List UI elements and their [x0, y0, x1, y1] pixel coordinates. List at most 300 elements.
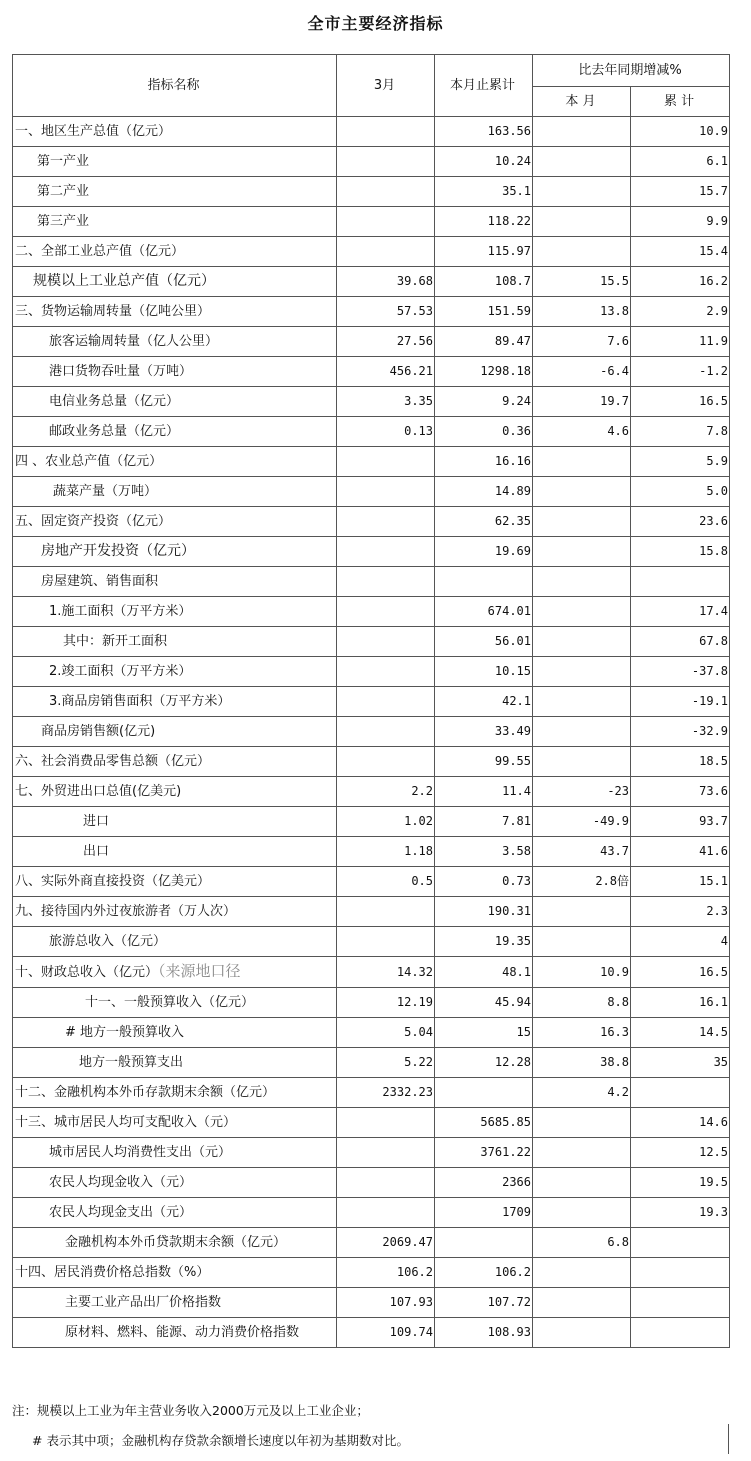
- yoy-cumulative-value: 15.8: [631, 537, 730, 567]
- yoy-cumulative-value: [631, 1318, 730, 1348]
- month-value: 14.32: [337, 957, 435, 988]
- indicator-name: [13, 1228, 337, 1258]
- yoy-month-value: [533, 1318, 631, 1348]
- cumulative-value: 108.93: [435, 1318, 533, 1348]
- indicator-label: 房屋建筑、销售面积: [41, 574, 159, 589]
- month-value: [337, 1138, 435, 1168]
- indicator-name: [13, 117, 337, 147]
- indicator-label: 五、固定资产投资（亿元）: [15, 514, 172, 529]
- indicator-name: [13, 147, 337, 177]
- month-value: 0.5: [337, 867, 435, 897]
- month-value: [337, 927, 435, 957]
- indicator-label: 电信业务总量（亿元）: [49, 394, 180, 409]
- table-row: [13, 1288, 730, 1318]
- yoy-month-value: [533, 927, 631, 957]
- table-row: [13, 1108, 730, 1138]
- month-value: [337, 537, 435, 567]
- table-row: [13, 807, 730, 837]
- yoy-month-value: [533, 1258, 631, 1288]
- indicator-name: [13, 747, 337, 777]
- footnote-1: 注：规模以上工业为年主营业务收入2000万元及以上工业企业；: [12, 1403, 369, 1418]
- cumulative-value: 99.55: [435, 747, 533, 777]
- yoy-month-value: [533, 147, 631, 177]
- cumulative-value: 2366: [435, 1168, 533, 1198]
- cumulative-value: 48.1: [435, 957, 533, 988]
- yoy-month-value: [533, 507, 631, 537]
- page-title: 全市主要经济指标: [307, 14, 444, 33]
- yoy-cumulative-value: 15.4: [631, 237, 730, 267]
- month-value: 2.2: [337, 777, 435, 807]
- table-row: [13, 1258, 730, 1288]
- indicator-label: # 地方一般预算收入: [65, 1025, 185, 1040]
- indicator-label: 原材料、燃料、能源、动力消费价格指数: [65, 1325, 300, 1340]
- indicator-name: [13, 1168, 337, 1198]
- yoy-cumulative-value: -19.1: [631, 687, 730, 717]
- indicator-label: 第一产业: [37, 154, 90, 169]
- yoy-cumulative-value: 4: [631, 927, 730, 957]
- source-note: （来源地口径: [158, 962, 241, 980]
- yoy-month-value: [533, 1168, 631, 1198]
- month-value: 456.21: [337, 357, 435, 387]
- table-row: [13, 177, 730, 207]
- yoy-cumulative-value: 73.6: [631, 777, 730, 807]
- table-row: [13, 747, 730, 777]
- yoy-cumulative-value: 19.3: [631, 1198, 730, 1228]
- table-row: [13, 237, 730, 267]
- yoy-month-value: 8.8: [533, 988, 631, 1018]
- table-row: [13, 567, 730, 597]
- indicator-label: 3.商品房销售面积（万平方米）: [49, 694, 231, 709]
- yoy-month-value: [533, 657, 631, 687]
- cumulative-value: 1709: [435, 1198, 533, 1228]
- yoy-month-value: 15.5: [533, 267, 631, 297]
- month-value: [337, 1108, 435, 1138]
- cumulative-value: 56.01: [435, 627, 533, 657]
- yoy-cumulative-value: 5.0: [631, 477, 730, 507]
- indicator-name: [13, 1288, 337, 1318]
- cumulative-value: 115.97: [435, 237, 533, 267]
- cumulative-value: 3.58: [435, 837, 533, 867]
- yoy-cumulative-value: 12.5: [631, 1138, 730, 1168]
- yoy-month-value: [533, 747, 631, 777]
- indicator-name: [13, 927, 337, 957]
- month-value: [337, 447, 435, 477]
- table-row: [13, 777, 730, 807]
- yoy-month-value: -49.9: [533, 807, 631, 837]
- month-value: 57.53: [337, 297, 435, 327]
- header-month: 3月: [337, 55, 435, 117]
- table-row: [13, 1048, 730, 1078]
- indicator-label: 旅客运输周转量（亿人公里）: [49, 334, 219, 349]
- indicator-label: 八、实际外商直接投资（亿美元）: [15, 874, 211, 889]
- yoy-cumulative-value: 11.9: [631, 327, 730, 357]
- month-value: 2332.23: [337, 1078, 435, 1108]
- cumulative-value: 35.1: [435, 177, 533, 207]
- month-value: [337, 687, 435, 717]
- indicator-label: 出口: [83, 844, 110, 859]
- yoy-cumulative-value: 18.5: [631, 747, 730, 777]
- month-value: 5.22: [337, 1048, 435, 1078]
- indicator-name: [13, 657, 337, 687]
- table-row: [13, 1198, 730, 1228]
- yoy-cumulative-value: [631, 1288, 730, 1318]
- cumulative-value: 15: [435, 1018, 533, 1048]
- yoy-month-value: [533, 207, 631, 237]
- yoy-month-value: [533, 537, 631, 567]
- month-value: 5.04: [337, 1018, 435, 1048]
- footnote-2: # 表示其中项；金融机构存贷款余额增长速度以年初为基期数对比。: [32, 1433, 409, 1448]
- yoy-cumulative-value: 15.7: [631, 177, 730, 207]
- yoy-cumulative-value: [631, 1228, 730, 1258]
- indicator-name: [13, 1078, 337, 1108]
- indicator-name: [13, 867, 337, 897]
- yoy-cumulative-value: 16.2: [631, 267, 730, 297]
- yoy-cumulative-value: 7.8: [631, 417, 730, 447]
- cumulative-value: 163.56: [435, 117, 533, 147]
- indicator-name: [13, 1018, 337, 1048]
- table-row: [13, 867, 730, 897]
- indicator-label: 七、外贸进出口总值(亿美元): [15, 784, 182, 799]
- indicator-label: 1.施工面积（万平方米）: [49, 604, 192, 619]
- cumulative-value: 674.01: [435, 597, 533, 627]
- cumulative-value: [435, 1228, 533, 1258]
- table-row: [13, 267, 730, 297]
- table-row: [13, 387, 730, 417]
- indicator-name: [13, 1318, 337, 1348]
- cumulative-value: 10.24: [435, 147, 533, 177]
- indicator-name: [13, 237, 337, 267]
- table-row: [13, 117, 730, 147]
- header-yoy-cumulative: 累 计: [631, 87, 730, 117]
- cumulative-value: 19.69: [435, 537, 533, 567]
- indicator-name: [13, 267, 337, 297]
- indicator-name: [13, 1198, 337, 1228]
- indicator-label: 十四、居民消费价格总指数（%）: [15, 1265, 210, 1280]
- cumulative-value: 107.72: [435, 1288, 533, 1318]
- month-value: [337, 237, 435, 267]
- yoy-month-value: [533, 1288, 631, 1318]
- month-value: 2069.47: [337, 1228, 435, 1258]
- indicator-name: [13, 537, 337, 567]
- yoy-month-value: -6.4: [533, 357, 631, 387]
- economic-indicators-table: [12, 54, 730, 1348]
- table-row: [13, 957, 730, 988]
- indicator-name: [13, 387, 337, 417]
- month-value: 1.18: [337, 837, 435, 867]
- table-row: [13, 627, 730, 657]
- month-value: 39.68: [337, 267, 435, 297]
- indicator-name: [13, 897, 337, 927]
- cumulative-value: 10.15: [435, 657, 533, 687]
- table-row: [13, 687, 730, 717]
- table-row: [13, 477, 730, 507]
- indicator-label: 九、接待国内外过夜旅游者（万人次）: [15, 904, 237, 919]
- yoy-month-value: 4.2: [533, 1078, 631, 1108]
- indicator-label: 农民人均现金支出（元）: [49, 1205, 193, 1220]
- header-cumulative: 本月止累计: [435, 55, 533, 117]
- cumulative-value: 89.47: [435, 327, 533, 357]
- yoy-month-value: [533, 237, 631, 267]
- yoy-cumulative-value: 16.5: [631, 387, 730, 417]
- indicator-name: [13, 597, 337, 627]
- header-yoy-group: 比去年同期增减%: [533, 55, 730, 87]
- yoy-cumulative-value: 35: [631, 1048, 730, 1078]
- table-row: [13, 1228, 730, 1258]
- table-row: [13, 717, 730, 747]
- indicator-label: 地方一般预算支出: [79, 1055, 184, 1070]
- yoy-cumulative-value: 6.1: [631, 147, 730, 177]
- indicator-label: 邮政业务总量（亿元）: [49, 424, 180, 439]
- yoy-month-value: [533, 1138, 631, 1168]
- yoy-month-value: [533, 627, 631, 657]
- yoy-cumulative-value: 16.1: [631, 988, 730, 1018]
- table-row: [13, 357, 730, 387]
- cumulative-value: 42.1: [435, 687, 533, 717]
- indicator-name: [13, 1048, 337, 1078]
- table-body: [13, 117, 730, 1348]
- indicator-label: 港口货物吞吐量（万吨）: [49, 364, 193, 379]
- yoy-cumulative-value: 19.5: [631, 1168, 730, 1198]
- indicator-name: [13, 777, 337, 807]
- yoy-cumulative-value: 23.6: [631, 507, 730, 537]
- month-value: [337, 747, 435, 777]
- yoy-month-value: 2.8倍: [533, 867, 631, 897]
- indicator-label: 旅游总收入（亿元）: [49, 934, 167, 949]
- cumulative-value: 1298.18: [435, 357, 533, 387]
- indicator-name: [13, 477, 337, 507]
- month-value: [337, 597, 435, 627]
- yoy-cumulative-value: [631, 1078, 730, 1108]
- cumulative-value: 108.7: [435, 267, 533, 297]
- yoy-month-value: [533, 897, 631, 927]
- indicator-name: [13, 447, 337, 477]
- cumulative-value: 151.59: [435, 297, 533, 327]
- cumulative-value: 118.22: [435, 207, 533, 237]
- yoy-cumulative-value: 41.6: [631, 837, 730, 867]
- cumulative-value: 62.35: [435, 507, 533, 537]
- month-value: 109.74: [337, 1318, 435, 1348]
- cumulative-value: 12.28: [435, 1048, 533, 1078]
- indicator-name: [13, 837, 337, 867]
- indicator-label: 城市居民人均消费性支出（元）: [49, 1145, 232, 1160]
- indicator-name: [13, 687, 337, 717]
- indicator-label: 农民人均现金收入（元）: [49, 1175, 193, 1190]
- month-value: [337, 207, 435, 237]
- indicator-label: 2.竣工面积（万平方米）: [49, 664, 192, 679]
- indicator-label: 十二、金融机构本外币存款期末余额（亿元）: [15, 1085, 276, 1100]
- yoy-month-value: 10.9: [533, 957, 631, 988]
- month-value: [337, 117, 435, 147]
- yoy-month-value: 13.8: [533, 297, 631, 327]
- yoy-cumulative-value: 2.3: [631, 897, 730, 927]
- indicator-name: [13, 807, 337, 837]
- yoy-cumulative-value: 5.9: [631, 447, 730, 477]
- indicator-label: 规模以上工业总产值（亿元）: [33, 273, 215, 289]
- month-value: [337, 177, 435, 207]
- cumulative-value: 45.94: [435, 988, 533, 1018]
- yoy-month-value: [533, 717, 631, 747]
- yoy-cumulative-value: [631, 567, 730, 597]
- cumulative-value: 0.73: [435, 867, 533, 897]
- yoy-month-value: 38.8: [533, 1048, 631, 1078]
- indicator-label: 商品房销售额(亿元): [41, 724, 156, 739]
- table-row: [13, 927, 730, 957]
- indicator-name: [13, 957, 337, 988]
- yoy-month-value: [533, 477, 631, 507]
- table-row: [13, 507, 730, 537]
- month-value: [337, 717, 435, 747]
- indicator-label: 房地产开发投资（亿元）: [41, 543, 195, 559]
- yoy-cumulative-value: 16.5: [631, 957, 730, 988]
- yoy-month-value: 6.8: [533, 1228, 631, 1258]
- yoy-month-value: 7.6: [533, 327, 631, 357]
- yoy-cumulative-value: 9.9: [631, 207, 730, 237]
- indicator-name: [13, 717, 337, 747]
- month-value: 12.19: [337, 988, 435, 1018]
- month-value: 1.02: [337, 807, 435, 837]
- cumulative-value: 11.4: [435, 777, 533, 807]
- indicator-name: [13, 417, 337, 447]
- table-row: [13, 207, 730, 237]
- cumulative-value: [435, 1078, 533, 1108]
- month-value: [337, 147, 435, 177]
- table-row: [13, 897, 730, 927]
- cumulative-value: 5685.85: [435, 1108, 533, 1138]
- indicator-label: 六、社会消费品零售总额（亿元）: [15, 754, 211, 769]
- indicator-label: 二、全部工业总产值（亿元）: [15, 244, 185, 259]
- month-value: 106.2: [337, 1258, 435, 1288]
- table-row: [13, 417, 730, 447]
- yoy-month-value: 19.7: [533, 387, 631, 417]
- indicator-label: 十一、一般预算收入（亿元）: [85, 995, 255, 1010]
- cumulative-value: 16.16: [435, 447, 533, 477]
- yoy-month-value: 4.6: [533, 417, 631, 447]
- indicator-label: 三、货物运输周转量（亿吨公里）: [15, 304, 211, 319]
- table-row: [13, 597, 730, 627]
- table-row: [13, 327, 730, 357]
- indicator-name: [13, 567, 337, 597]
- yoy-cumulative-value: 67.8: [631, 627, 730, 657]
- indicator-label: 一、地区生产总值（亿元）: [15, 124, 172, 139]
- cumulative-value: 7.81: [435, 807, 533, 837]
- cumulative-value: 0.36: [435, 417, 533, 447]
- month-value: [337, 567, 435, 597]
- table-row: [13, 657, 730, 687]
- table-row: [13, 1078, 730, 1108]
- table-row: [13, 837, 730, 867]
- yoy-month-value: [533, 567, 631, 597]
- yoy-month-value: [533, 597, 631, 627]
- indicator-label: 第三产业: [37, 214, 90, 229]
- month-value: 107.93: [337, 1288, 435, 1318]
- yoy-month-value: [533, 1108, 631, 1138]
- month-value: 27.56: [337, 327, 435, 357]
- month-value: [337, 507, 435, 537]
- table-row: [13, 1018, 730, 1048]
- indicator-label: 主要工业产品出厂价格指数: [65, 1295, 222, 1310]
- cumulative-value: 190.31: [435, 897, 533, 927]
- divider: [728, 1424, 729, 1454]
- indicator-name: [13, 357, 337, 387]
- cumulative-value: 19.35: [435, 927, 533, 957]
- cumulative-value: 9.24: [435, 387, 533, 417]
- yoy-month-value: [533, 687, 631, 717]
- table-row: [13, 1138, 730, 1168]
- indicator-label: 十三、城市居民人均可支配收入（元）: [15, 1115, 237, 1130]
- table-row: [13, 1168, 730, 1198]
- yoy-cumulative-value: 17.4: [631, 597, 730, 627]
- month-value: 3.35: [337, 387, 435, 417]
- indicator-label: 其中：新开工面积: [63, 634, 168, 649]
- table-row: [13, 447, 730, 477]
- cumulative-value: 3761.22: [435, 1138, 533, 1168]
- table-row: [13, 147, 730, 177]
- yoy-cumulative-value: -1.2: [631, 357, 730, 387]
- cumulative-value: [435, 567, 533, 597]
- yoy-cumulative-value: 93.7: [631, 807, 730, 837]
- month-value: [337, 477, 435, 507]
- indicator-name: [13, 507, 337, 537]
- yoy-month-value: [533, 117, 631, 147]
- yoy-cumulative-value: 14.6: [631, 1108, 730, 1138]
- month-value: 0.13: [337, 417, 435, 447]
- indicator-label: 十、财政总收入（亿元）: [15, 965, 159, 980]
- yoy-cumulative-value: 10.9: [631, 117, 730, 147]
- indicator-name: [13, 327, 337, 357]
- month-value: [337, 1168, 435, 1198]
- yoy-cumulative-value: [631, 1258, 730, 1288]
- yoy-month-value: -23: [533, 777, 631, 807]
- yoy-month-value: 43.7: [533, 837, 631, 867]
- indicator-name: [13, 1258, 337, 1288]
- header-indicator-name: 指标名称: [13, 55, 337, 117]
- indicator-name: [13, 207, 337, 237]
- indicator-label: 蔬菜产量（万吨）: [53, 484, 158, 499]
- indicator-label: 金融机构本外币贷款期末余额（亿元）: [65, 1235, 287, 1250]
- yoy-cumulative-value: 14.5: [631, 1018, 730, 1048]
- yoy-month-value: [533, 177, 631, 207]
- table-row: [13, 297, 730, 327]
- yoy-cumulative-value: -32.9: [631, 717, 730, 747]
- table-row: [13, 1318, 730, 1348]
- yoy-month-value: [533, 1198, 631, 1228]
- indicator-name: [13, 1138, 337, 1168]
- yoy-cumulative-value: 2.9: [631, 297, 730, 327]
- indicator-name: [13, 177, 337, 207]
- header-yoy-month: 本 月: [533, 87, 631, 117]
- cumulative-value: 106.2: [435, 1258, 533, 1288]
- yoy-month-value: [533, 447, 631, 477]
- month-value: [337, 1198, 435, 1228]
- month-value: [337, 627, 435, 657]
- month-value: [337, 657, 435, 687]
- table-row: [13, 988, 730, 1018]
- indicator-label: 四 、农业总产值（亿元）: [15, 454, 163, 469]
- yoy-month-value: 16.3: [533, 1018, 631, 1048]
- indicator-name: [13, 627, 337, 657]
- indicator-label: 第二产业: [37, 184, 90, 199]
- indicator-name: [13, 1108, 337, 1138]
- table-row: [13, 537, 730, 567]
- cumulative-value: 33.49: [435, 717, 533, 747]
- cumulative-value: 14.89: [435, 477, 533, 507]
- yoy-cumulative-value: 15.1: [631, 867, 730, 897]
- yoy-cumulative-value: -37.8: [631, 657, 730, 687]
- indicator-name: [13, 988, 337, 1018]
- indicator-label: 进口: [83, 814, 110, 829]
- indicator-name: [13, 297, 337, 327]
- month-value: [337, 897, 435, 927]
